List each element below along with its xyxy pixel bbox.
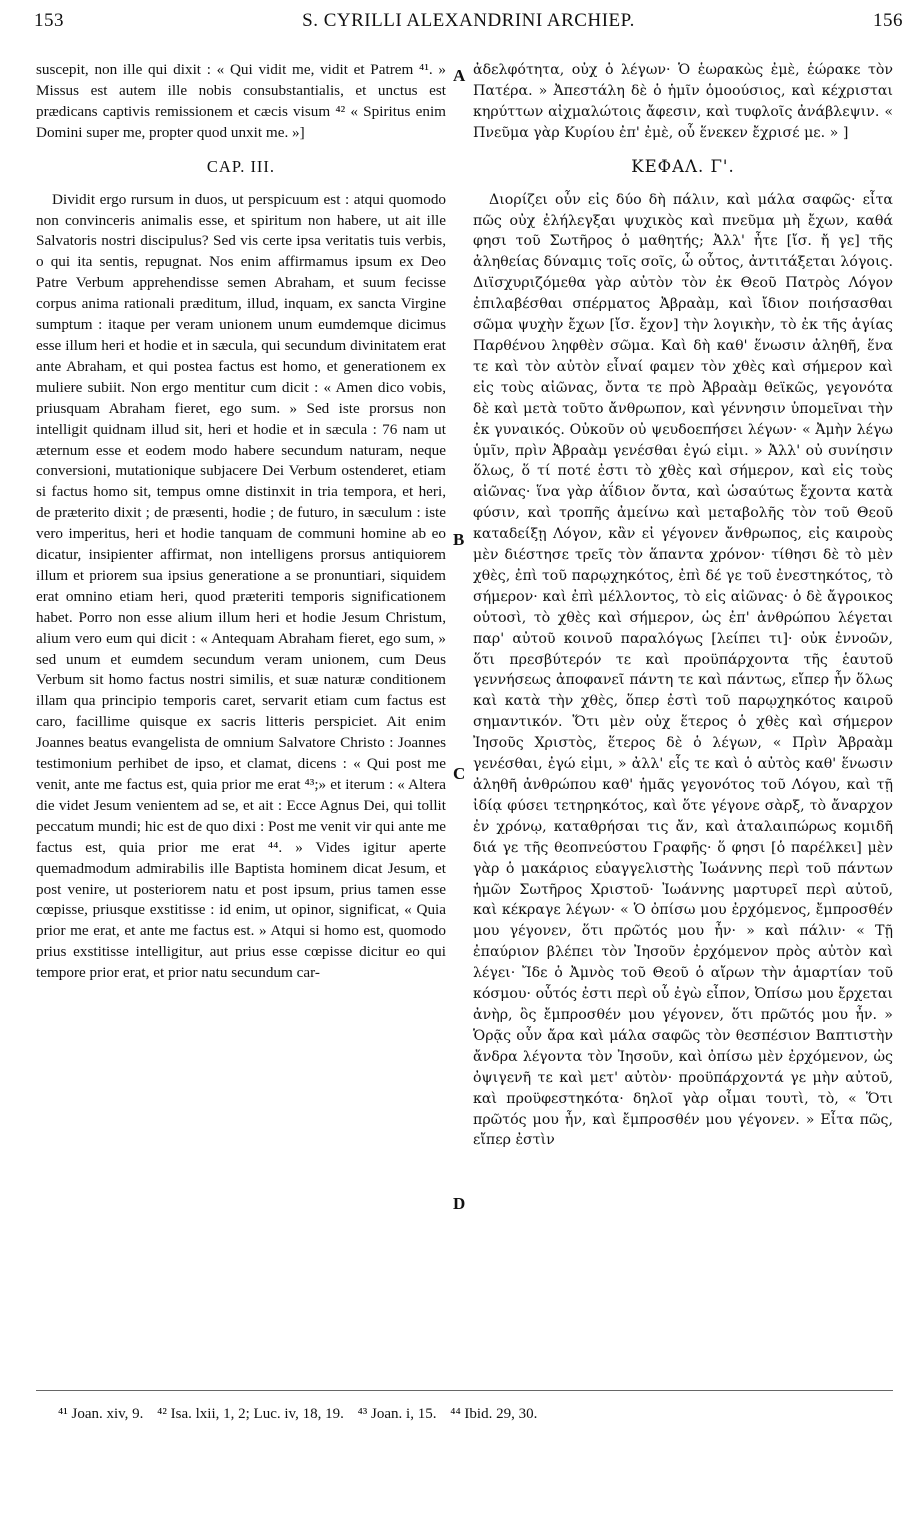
margin-letter-d: D (453, 1194, 466, 1213)
greek-intro-paragraph: ἀδελφότητα, οὐχ ὁ λέγων· Ὁ ἑωρακὼς ἐμὲ, ἑώρακε τὸν Πατέρα. » Ἀπεστάλη δὲ ὁ ἡμῖν ὁμοούσιος, καὶ κέχρισται κηρύττων αἰχμαλώτοις ἄφεσιν, καὶ τυφλοῖς ἀνάβλεψιν. « Πνεῦμα γὰρ Κυρίου ἐπ' ἐμὲ, οὗ ἕνεκεν ἔχρισέ με. » ] (473, 62, 893, 141)
footnotes (58, 1406, 899, 1423)
greek-body-paragraph: Διορίζει οὖν εἰς δύο δὴ πάλιν, καὶ μάλα σαφῶς· εἶτα πῶς οὐχ ἐλήλεγξαι ψυχικὸς καὶ πνεῦμα μὴ ἔχων, καθά φησι τοῦ Σωτῆρος ὁ μαθητής; Ἀλλ' ἦτε [ἴσ. ἤ γε] τῆς ἀληθείας δύναμις τοῖς σοῖς, ὦ οὗτος, ἀντιτάξεται λόγοις. Διϊσχυριζόμεθα γὰρ αὐτὸν τὸν ἐκ Θεοῦ Πατρὸς Λόγον ἐπιλαβέσθαι σπέρματος Ἀβραὰμ, καὶ ἴδιον ποιήσασθαι σῶμα ψυχὴν ἔχων [ἴσ. ἔχον] τὴν λογικὴν, τὸ ἐκ τῆς ἁγίας Παρθένου ληφθὲν σῶμα. Καὶ δὴ καθ' ἕνωσιν ἀληθῆ, ἕνα τε καὶ τὸν αὐτὸν εἶναί φαμεν τὸν χθὲς καὶ σήμερον καὶ εἰς τοὺς αἰῶνας, ὄντα τε πρὸ Ἀβραὰμ θεϊκῶς, γεγονότα δὲ καὶ μετὰ τοῦτο ἄνθρωπον, καὶ γέννησιν ὑπομεῖναι τὴν ἐκ γυναικός. Οὐκοῦν οὐ ψευδοεπήσει λέγων· « Ἀμὴν λέγω ὑμῖν, πρὶν Ἀβραὰμ γενέσθαι ἐγώ εἰμι. » Ἀλλ' οὐ συνίησιν ὅλως, ὅ τί ποτέ ἐστι τὸ χθὲς καὶ σήμερον, καὶ εἰς τοὺς αἰῶνας· ἵνα γὰρ ἀΐδιον ὄντα, καὶ ὡσαύτως ἔχοντα κατὰ φύσιν, καὶ τροπῆς ἀμείνω καὶ μεταβολῆς τὸν τοῦ Θεοῦ καταδείξῃ Λόγον, κἂν εἰ γέγονεν ἄνθρωπος, εἰς καιροὺς μὲν διέστησε τρεῖς τὸν ἅπαντα χρόνον· τίθησι δὲ τὸ μὲν χθὲς, ἐπὶ τοῦ παρῳχηκότος, ἐπὶ δέ γε τοῦ ἐνεστηκότος, τὸ σήμερον· καὶ ἐπὶ μέλλοντος, τὸ εἰς αἰῶνας· ὁ δὲ ἄγροικος οὑτοσὶ, τὸ χθὲς καὶ σήμερον, ὡς ἐπ' ἀνθρώπου λέγεται παρ' αὐτοῦ κοινοῦ παραλόγως [λείπει τι]· οὐκ ἐννοῶν, ὅτι πρεσβύτερόν τε καὶ προϋπάρχοντα τῆς ἑαυτοῦ γεννήσεως ἀποφανεῖ πάντη τε καὶ πάντως, εἴπερ ἦν ὅλως καὶ κατὰ τὴν χθὲς, ὅπερ ἐστὶ τοῦ παρῳχηκότος καιροῦ σημαντικόν. Ὅτι μὲν οὐχ ἕτερος ὁ χθὲς καὶ σήμερον Ἰησοῦς Χριστὸς, ἕτερος δὲ ὁ λέγων, « Πρὶν Ἀβραὰμ γενέσθαι, ἐγώ εἰμι, » ἀλλ' εἷς τε καὶ ὁ αὐτὸς καθ' ἕνωσιν ἀληθῆ ἀνθρώπου καθ' ἡμᾶς γεγονότος τοῦ Λόγου, καὶ τῇ ἰδίᾳ φύσει τετηρηκότος, καὶ ὅτε γέγονε σὰρξ, τὸ ἄναρχον ἐν χρόνῳ, καταθρήσαι τις ἄν, καὶ ἀταλαιπώρως κομιδῆ διά γε τῆς θεοπνεύστου Γραφῆς· ὅ φησι [ὁ παρέλκει] μὲν γὰρ ὁ μακάριος εὐαγγελιστὴς Ἰωάννης περὶ τοῦ πάντων ἡμῶν Σωτῆρος Χριστοῦ· Ἰωάννης μαρτυρεῖ περὶ αὐτοῦ, καὶ κέκραγε λέγων· « Ὁ ὀπίσω μου ἐρχόμενος, ἔμπροσθέν μου γέγονεν, ὅτι πρῶτός μου ἦν· » καὶ πάλιν· « Τῇ ἐπαύριον βλέπει τὸν Ἰησοῦν ἐρχόμενον πρὸς αὐτὸν καὶ λέγει· Ἴδε ὁ Ἀμνὸς τοῦ Θεοῦ ὁ αἴρων τὴν ἁμαρτίαν τοῦ κόσμου· οὗτός ἐστι περὶ οὗ ἐγὼ εἶπον, Ὀπίσω μου ἔρχεται ἀνὴρ, ὃς ἔμπροσθέν μου γέγονεν, ὅτι πρῶτός μου ἦν. » Ὁρᾷς οὖν ἄρα καὶ μάλα σαφῶς τὸν θεσπέσιον Βαπτιστὴν ἄνδρα λέγοντα τὸν Ἰησοῦν, καὶ ὀπίσω μὲν ἐρχόμενον, ὡς ὀψιγενῆ τε καὶ μετ' αὐτὸν· προϋπάρχοντά γε μὴν αὐτοῦ, καὶ προϋφεστηκότα· δηλοῖ γὰρ οἶμαι τουτὶ, τὸ, « Ὅτι πρῶτός μου ἦν, καὶ ἔμπροσθέν μου γέγονεν. » Εἶτα πῶς, εἴπερ ἐστὶν (473, 191, 893, 1149)
margin-letter-c: C (453, 764, 466, 783)
latin-column (36, 60, 446, 984)
footnote-44: ⁴⁴ Ibid. 29, 30. (450, 1406, 538, 1422)
footnote-43: ⁴³ Joan. i, 15. (357, 1406, 437, 1422)
latin-chapter-heading: CAP. III. (206, 156, 276, 176)
greek-chapter-heading: ΚΕΦΑΛ. Γ'. (631, 156, 735, 176)
running-header (34, 10, 903, 40)
latin-intro-paragraph: suscepit, non ille qui dixit : « Qui vidit me, vidit et Patrem ⁴¹. » Missus est autem ille nobis consubstantialis, et unctus est prædicans captivis remissionem et cæcis visum ⁴² « Spiritus enim Domini super me, propter quod unxit me. »] (36, 61, 446, 141)
page-number-left: 153 (34, 10, 64, 31)
margin-letter-a: A (453, 66, 466, 85)
running-title: S. CYRILLI ALEXANDRINI ARCHIEP. (302, 10, 635, 31)
greek-column (473, 60, 893, 1151)
margin-letter-b: B (453, 530, 465, 549)
footnote-divider (36, 1390, 893, 1391)
page-number-right: 156 (873, 10, 903, 31)
latin-body-paragraph: Dividit ergo rursum in duos, ut perspicuum est : atqui quomodo non convinceris animalis esse, et spiritum non habere, ut ait ille Salvatoris nostri discipulus? Sed vis certe ipsa veritatis tuis verbis, o qui ita sentis, repugnat. Nos enim affirmamus ipsum ex Deo Patre Verbum apprehendisse semen Abraham, et suum fecisse corpus anima rationali præditum, illud, inquam, ex sancta Virgine sumptum : itaque per veram unionem unum eumdemque dicimus esse illum heri et hodie et in sæcula, qui secundum divinitatem erat ante Abraham, et qui postea factus est homo, et generationem ex muliere subiit. Non ergo mentitur cum dicit : « Amen dico vobis, priusquam Abraham fieret, ego sum. » Sed iste prorsus non intelligit quidnam illud sit, heri et hodie et in sæcula : 76 nam ut æternum esse et eodem modo habere secundum naturam, neque conversioni, mutationique subjacere Dei Verbum ostenderet, etiam si factus homo sit, tempus omne distinxit in tria tempora, et heri, de præterito dixit ; de præsenti, hodie ; de futuro, in sæculum : iste vero imperitus, heri et hodie tanquam de communi homine ab eo dicatur, insipienter affirmat, non intelligens prorsus antiquiorem illum et priorem sua ipsius generatione a se pronuntiari, siquidem erat omnino etiam heri, quod præteriti temporis significationem habet. Porro non esse alium illum heri et hodie Jesum Christum, alium vero eum qui dicit : « Antequam Abraham fieret, ego sum, » sed unum et eumdem secundum veram unionem, cum Deus Verbum sit homo factus nostri similis, et suæ naturæ conditionem illam qua principio temporis caret, servarit etiam cum factus est caro, facillime quisque ex sacris litteris perspiciet. Ait enim Joannes beatus evangelista de omnium Salvatore Christo : Joannes testimonium perhibet de ipso, et clamat, dicens : « Qui post me venit, ante me factus est, quia prior me erat ⁴³;» et iterum : « Altera die videt Jesum venientem ad se, et ait : Ecce Agnus Dei, qui tollit peccatum mundi; hic est de quo dixi : Post me venit vir qui ante me factus est, quia prior me erat ⁴⁴. » Vides igitur aperte quemadmodum admirabilis ille Baptista hominem dicat Jesum, et post venire, ut posteriorem natu et post ipsum, prius tamen esse cœpisse, priusque exstitisse : id enim, ut opinor, significat, « Quia prior me erat, et ante me factus est. » Atqui si homo est, quomodo prius exstitisse intelligitur, aut prius esse cœpisse dicitur eo qui tempore prior erat, et prior natu secundum car- (36, 190, 446, 982)
footnote-42: ⁴² Isa. lxii, 1, 2; Luc. iv, 18, 19. (157, 1406, 344, 1422)
footnote-41: ⁴¹ Joan. xiv, 9. (58, 1406, 144, 1422)
